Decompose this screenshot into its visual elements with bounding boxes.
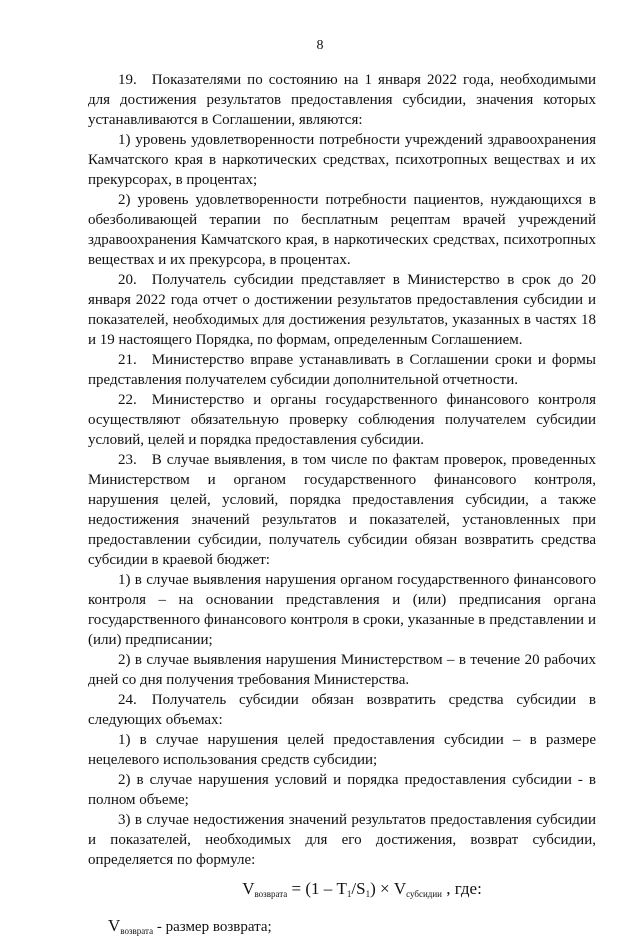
formula-lhs-subscript: возврата — [254, 889, 288, 899]
formula-middle-open: = (1 – T — [291, 879, 347, 898]
paragraph-24-item-2: 2) в случае нарушения условий и порядка предоставления субсидии - в полном объеме; — [88, 772, 596, 808]
paragraph-24: 24. Получатель субсидии обязан возвратить средства субсидии в следующих объемах: — [88, 692, 596, 728]
formula-slash: /S — [351, 879, 366, 898]
document-body — [88, 70, 596, 942]
formula-lhs-symbol: V — [242, 879, 255, 898]
paragraph-23-item-2: 2) в случае выявления нарушения Министерством – в течение 20 рабочих дней со дня получения требования Министерства. — [88, 652, 596, 688]
paragraph-23: 23. В случае выявления, в том числе по фактам проверок, проведенных Министерством и органом государственного финансового контроля, нарушения целей, условий, порядка предоставления субсидии, а также недостижения значений результатов и показателей, установленных при предоставлении субсидии, получатель субсидии обязан возвратить средства субсидии в краевой бюджет: — [88, 452, 596, 568]
formula-tail: , где: — [446, 879, 482, 898]
paragraph-19-item-2: 2) уровень удовлетворенности потребности пациентов, нуждающихся в обезболивающей терапии по бесплатным рецептам врачей учреждений здравоохранения Камчатского края, в наркотических средствах, психотропных веществах и их прекурсора, в процентах. — [88, 192, 596, 268]
page-number: 8 — [316, 38, 324, 53]
definition-line — [108, 915, 596, 942]
paragraph-24-item-3: 3) в случае недостижения значений результатов предоставления субсидии и показателей, необходимых для его достижения, возврат субсидии, определяется по формуле: — [88, 812, 596, 868]
paragraph-19: 19. Показателями по состоянию на 1 января 2022 года, необходимыми для достижения результатов предоставления субсидии, значения которых устанавливаются в Соглашении, являются: — [88, 72, 596, 128]
formula-middle-close: ) × V — [370, 879, 407, 898]
paragraph-24-item-1: 1) в случае нарушения целей предоставления субсидии – в размере нецелевого использования средств субсидии; — [88, 732, 596, 768]
formula-rhs-subscript: субсидии — [406, 889, 442, 899]
paragraph-21: 21. Министерство вправе устанавливать в Соглашении сроки и формы представления получателем субсидии дополнительной отчетности. — [88, 352, 596, 388]
definition-subscript: возврата — [120, 926, 154, 936]
formula-t-subscript: 1 — [346, 889, 352, 899]
paragraph-19-item-1: 1) уровень удовлетворенности потребности учреждений здравоохранения Камчатского края в наркотических средствах, психотропных веществах и их прекурсорах, в процентах; — [88, 132, 596, 188]
paragraph-20: 20. Получатель субсидии представляет в Министерство в срок до 20 января 2022 года отчет о достижении результатов предоставления субсидии и показателей, необходимых для достижения результатов, указанных в частях 18 и 19 настоящего Порядка, по формам, определенным Соглашением. — [88, 272, 596, 348]
paragraph-22: 22. Министерство и органы государственного финансового контроля осуществляют обязательную проверку соблюдения получателем субсидии условий, целей и порядка предоставления субсидии. — [88, 392, 596, 448]
definition-text: - размер возврата; — [153, 919, 272, 935]
refund-formula — [128, 876, 596, 907]
definition-symbol: V — [108, 916, 121, 935]
formula-s-subscript: 1 — [365, 889, 371, 899]
paragraph-23-item-1: 1) в случае выявления нарушения органом государственного финансового контроля – на основании представления и (или) предписания органа государственного финансового контроля в сроки, указанные в представлении и (или) предписании; — [88, 572, 596, 648]
